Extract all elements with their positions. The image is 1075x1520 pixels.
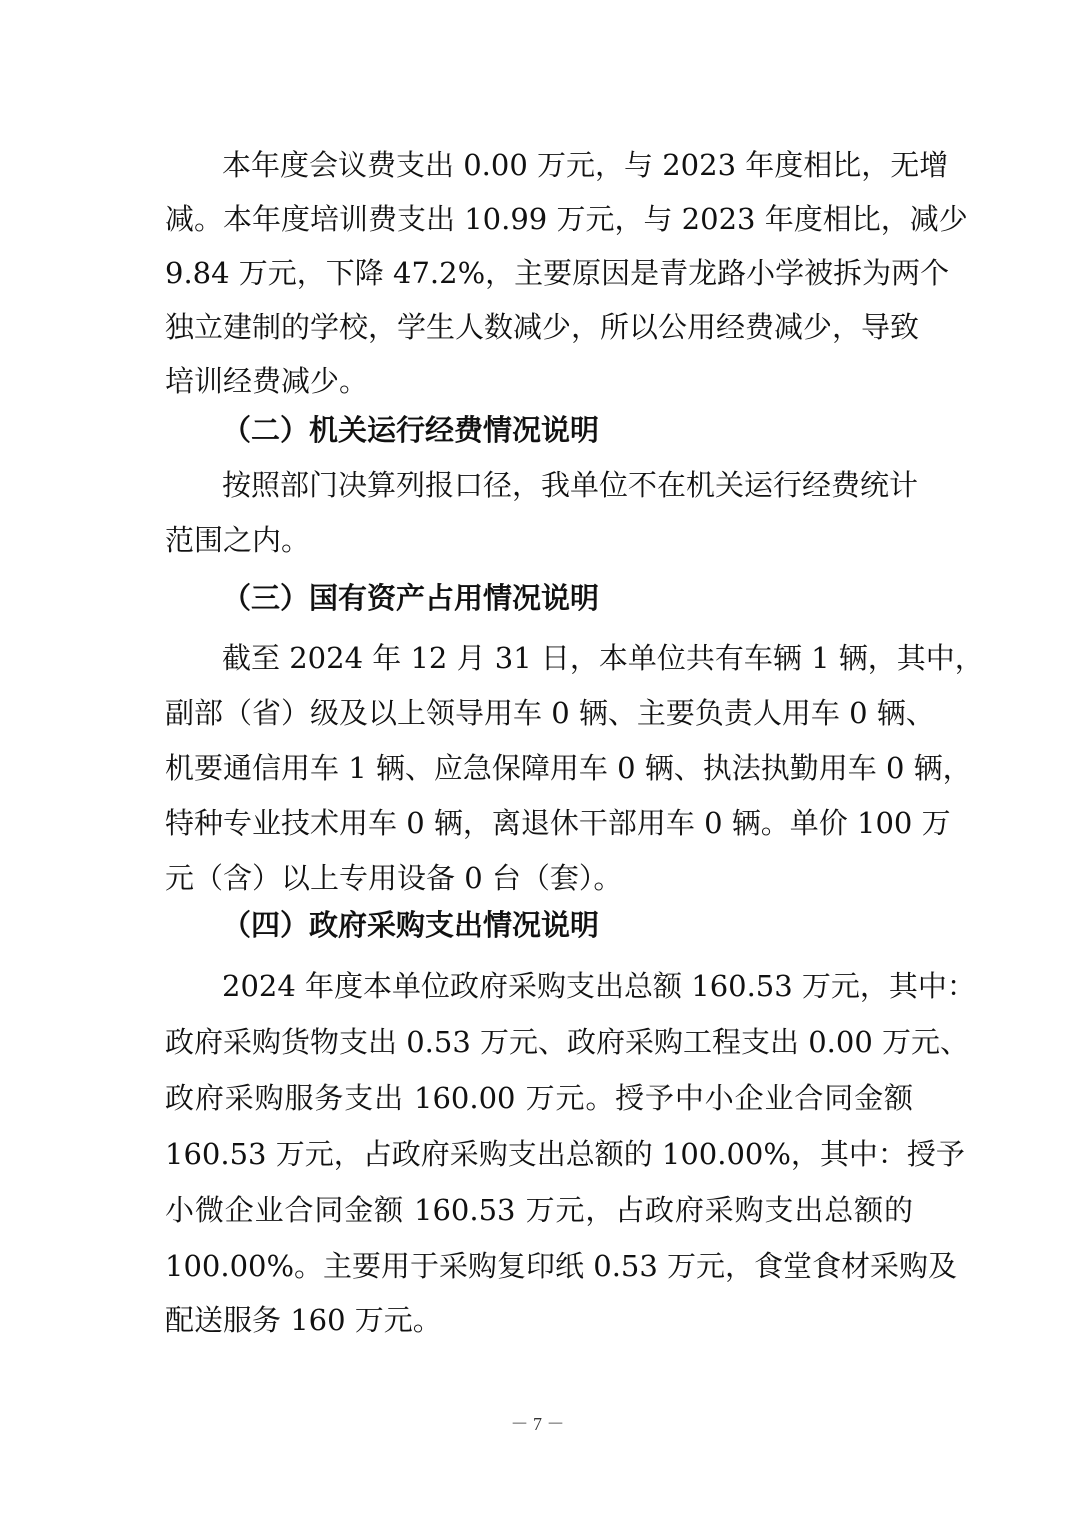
- paragraph-line: 2024 年度本单位政府采购支出总额 160.53 万元，其中：: [222, 969, 976, 1003]
- section-heading-state-assets: （三）国有资产占用情况说明: [222, 581, 600, 615]
- paragraph-line: 元（含）以上专用设备 0 台（套）。: [165, 861, 623, 895]
- paragraph-line: 副部（省）级及以上领导用车 0 辆、主要负责人用车 0 辆、: [165, 696, 935, 730]
- paragraph-line: 范围之内。: [165, 523, 311, 557]
- section-heading-government-procurement: （四）政府采购支出情况说明: [222, 908, 600, 942]
- paragraph-line: 9.84 万元，下降 47.2%，主要原因是青龙路小学被拆为两个: [165, 256, 950, 290]
- paragraph-line: 本年度会议费支出 0.00 万元，与 2023 年度相比，无增: [222, 148, 949, 182]
- paragraph-line: 机要通信用车 1 辆、应急保障用车 0 辆、执法执勤用车 0 辆，: [165, 751, 972, 785]
- paragraph-line: 小微企业合同金额 160.53 万元，占政府采购支出总额的: [165, 1193, 913, 1227]
- paragraph-line: 截至 2024 年 12 月 31 日，本单位共有车辆 1 辆，其中，: [222, 641, 984, 675]
- section-heading-operating-expenses: （二）机关运行经费情况说明: [222, 413, 600, 447]
- paragraph-line: 100.00%。主要用于采购复印纸 0.53 万元，食堂食材采购及: [165, 1249, 958, 1283]
- paragraph-line: 按照部门决算列报口径，我单位不在机关运行经费统计: [222, 468, 919, 502]
- paragraph-line: 配送服务 160 万元。: [165, 1303, 442, 1337]
- page-number: － 7 －: [510, 1414, 565, 1434]
- paragraph-line: 减。本年度培训费支出 10.99 万元，与 2023 年度相比，减少: [165, 202, 968, 236]
- paragraph-line: 特种专业技术用车 0 辆，离退休干部用车 0 辆。单价 100 万: [165, 806, 951, 840]
- paragraph-line: 政府采购服务支出 160.00 万元。授予中小企业合同金额: [165, 1081, 913, 1115]
- paragraph-line: 政府采购货物支出 0.53 万元、政府采购工程支出 0.00 万元、: [165, 1025, 970, 1059]
- paragraph-line: 160.53 万元，占政府采购支出总额的 100.00%，其中：授予: [165, 1137, 965, 1171]
- paragraph-line: 独立建制的学校，学生人数减少，所以公用经费减少，导致: [165, 310, 920, 344]
- paragraph-line: 培训经费减少。: [165, 364, 369, 398]
